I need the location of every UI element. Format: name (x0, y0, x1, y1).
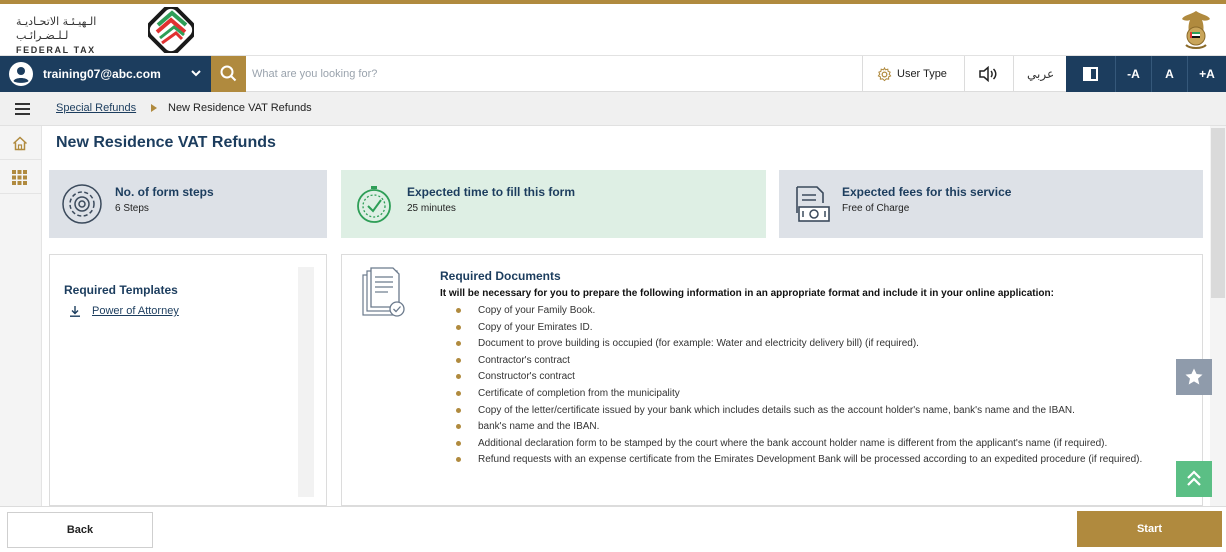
contrast-icon (1083, 67, 1098, 81)
user-type-button[interactable] (877, 56, 947, 92)
language-toggle[interactable]: عربي (1027, 67, 1055, 81)
contrast-toggle[interactable] (1066, 56, 1116, 92)
uae-emblem-icon (1178, 9, 1214, 51)
page-title: New Residence VAT Refunds (56, 134, 276, 151)
card-title: No. of form steps (115, 185, 214, 199)
site-header (0, 4, 1226, 56)
double-chevron-up-icon (1185, 469, 1203, 489)
list-item: Copy of your Family Book. (454, 305, 1184, 317)
list-item: Copy of the letter/certificate issued by your bank which includes details such as the account holder's name, bank's name and the IBAN. (454, 405, 1184, 417)
star-icon (1184, 367, 1204, 387)
list-item: Certificate of completion from the municipality (454, 388, 1184, 400)
chevron-down-icon[interactable] (190, 67, 202, 79)
template-link-label: Power of Attorney (92, 305, 179, 317)
speaker-icon[interactable] (978, 66, 998, 82)
logo-arabic: الـهيـئـة الاتحـاديـة لـلـضـرائـب (16, 15, 97, 42)
font-increase-button[interactable]: +A (1188, 56, 1226, 92)
required-templates-panel (49, 254, 327, 506)
grid-icon (12, 170, 27, 185)
card-value: 6 Steps (115, 203, 149, 214)
hamburger-menu-icon[interactable] (15, 103, 30, 115)
invoice-money-icon (791, 183, 833, 225)
required-documents-title: Required Documents (440, 269, 561, 283)
font-default-button[interactable]: A (1152, 56, 1188, 92)
search-input[interactable] (252, 62, 852, 86)
stopwatch-icon (353, 183, 395, 225)
logo-english: FEDERAL TAX (16, 45, 96, 55)
list-item: Additional declaration form to be stamped by the court where the bank account holder name is different from the applicant's name (if required). (454, 438, 1184, 450)
breadcrumb-parent-link[interactable]: Special Refunds (56, 102, 137, 114)
form-steps-card (49, 170, 327, 238)
toolbar-divider (862, 56, 863, 92)
fta-logo-icon[interactable] (148, 7, 194, 53)
power-of-attorney-link[interactable] (70, 305, 179, 317)
user-type-label: User Type (897, 68, 947, 80)
list-item: Constructor's contract (454, 371, 1184, 383)
expected-fees-card (779, 170, 1203, 238)
card-value: Free of Charge (842, 203, 910, 214)
expected-time-card (341, 170, 766, 238)
list-item: Contractor's contract (454, 355, 1184, 367)
main-content (42, 126, 1210, 506)
gear-icon (877, 67, 892, 82)
start-button[interactable]: Start (1077, 511, 1222, 547)
page-scrollbar-thumb[interactable] (1211, 128, 1225, 298)
required-templates-title: Required Templates (64, 283, 178, 297)
templates-scrollbar[interactable] (298, 267, 314, 497)
left-rail (0, 126, 42, 506)
required-documents-intro: It will be necessary for you to prepare the following information in an appropriate format and include it in your online application: (440, 288, 1054, 299)
user-email: training07@abc.com (43, 67, 161, 81)
top-toolbar (0, 56, 1226, 92)
footer-bar (0, 506, 1226, 552)
rail-apps[interactable] (0, 160, 42, 194)
required-documents-list (454, 305, 1184, 471)
toolbar-divider (1013, 56, 1014, 92)
list-item: Copy of your Emirates ID. (454, 322, 1184, 334)
breadcrumb-bar (0, 92, 1226, 126)
search-button[interactable] (211, 56, 246, 92)
breadcrumb-current: New Residence VAT Refunds (168, 102, 312, 114)
required-documents-panel (341, 254, 1203, 506)
font-decrease-button[interactable]: -A (1116, 56, 1152, 92)
card-value: 25 minutes (407, 203, 456, 214)
download-icon (70, 306, 80, 317)
documents-check-icon (360, 267, 406, 319)
list-item: Refund requests with an expense certificate from the Emirates Development Bank will be processed according to an expedited procedure (if required). (454, 454, 1184, 466)
favorite-button[interactable] (1176, 359, 1212, 395)
gear-steps-icon (61, 183, 103, 225)
breadcrumb-arrow-icon (151, 104, 157, 112)
list-item: Document to prove building is occupied (for example: Water and electricity delivery bill) (if required). (454, 338, 1184, 350)
toolbar-divider (964, 56, 965, 92)
card-title: Expected time to fill this form (407, 185, 576, 199)
rail-home[interactable] (0, 126, 42, 160)
card-title: Expected fees for this service (842, 185, 1012, 199)
home-icon (12, 136, 28, 151)
list-item: bank's name and the IBAN. (454, 421, 1184, 433)
user-avatar-icon (9, 62, 33, 86)
user-menu[interactable] (0, 56, 211, 92)
search-icon (220, 65, 237, 82)
scroll-to-top-button[interactable] (1176, 461, 1212, 497)
back-button[interactable]: Back (7, 512, 153, 548)
